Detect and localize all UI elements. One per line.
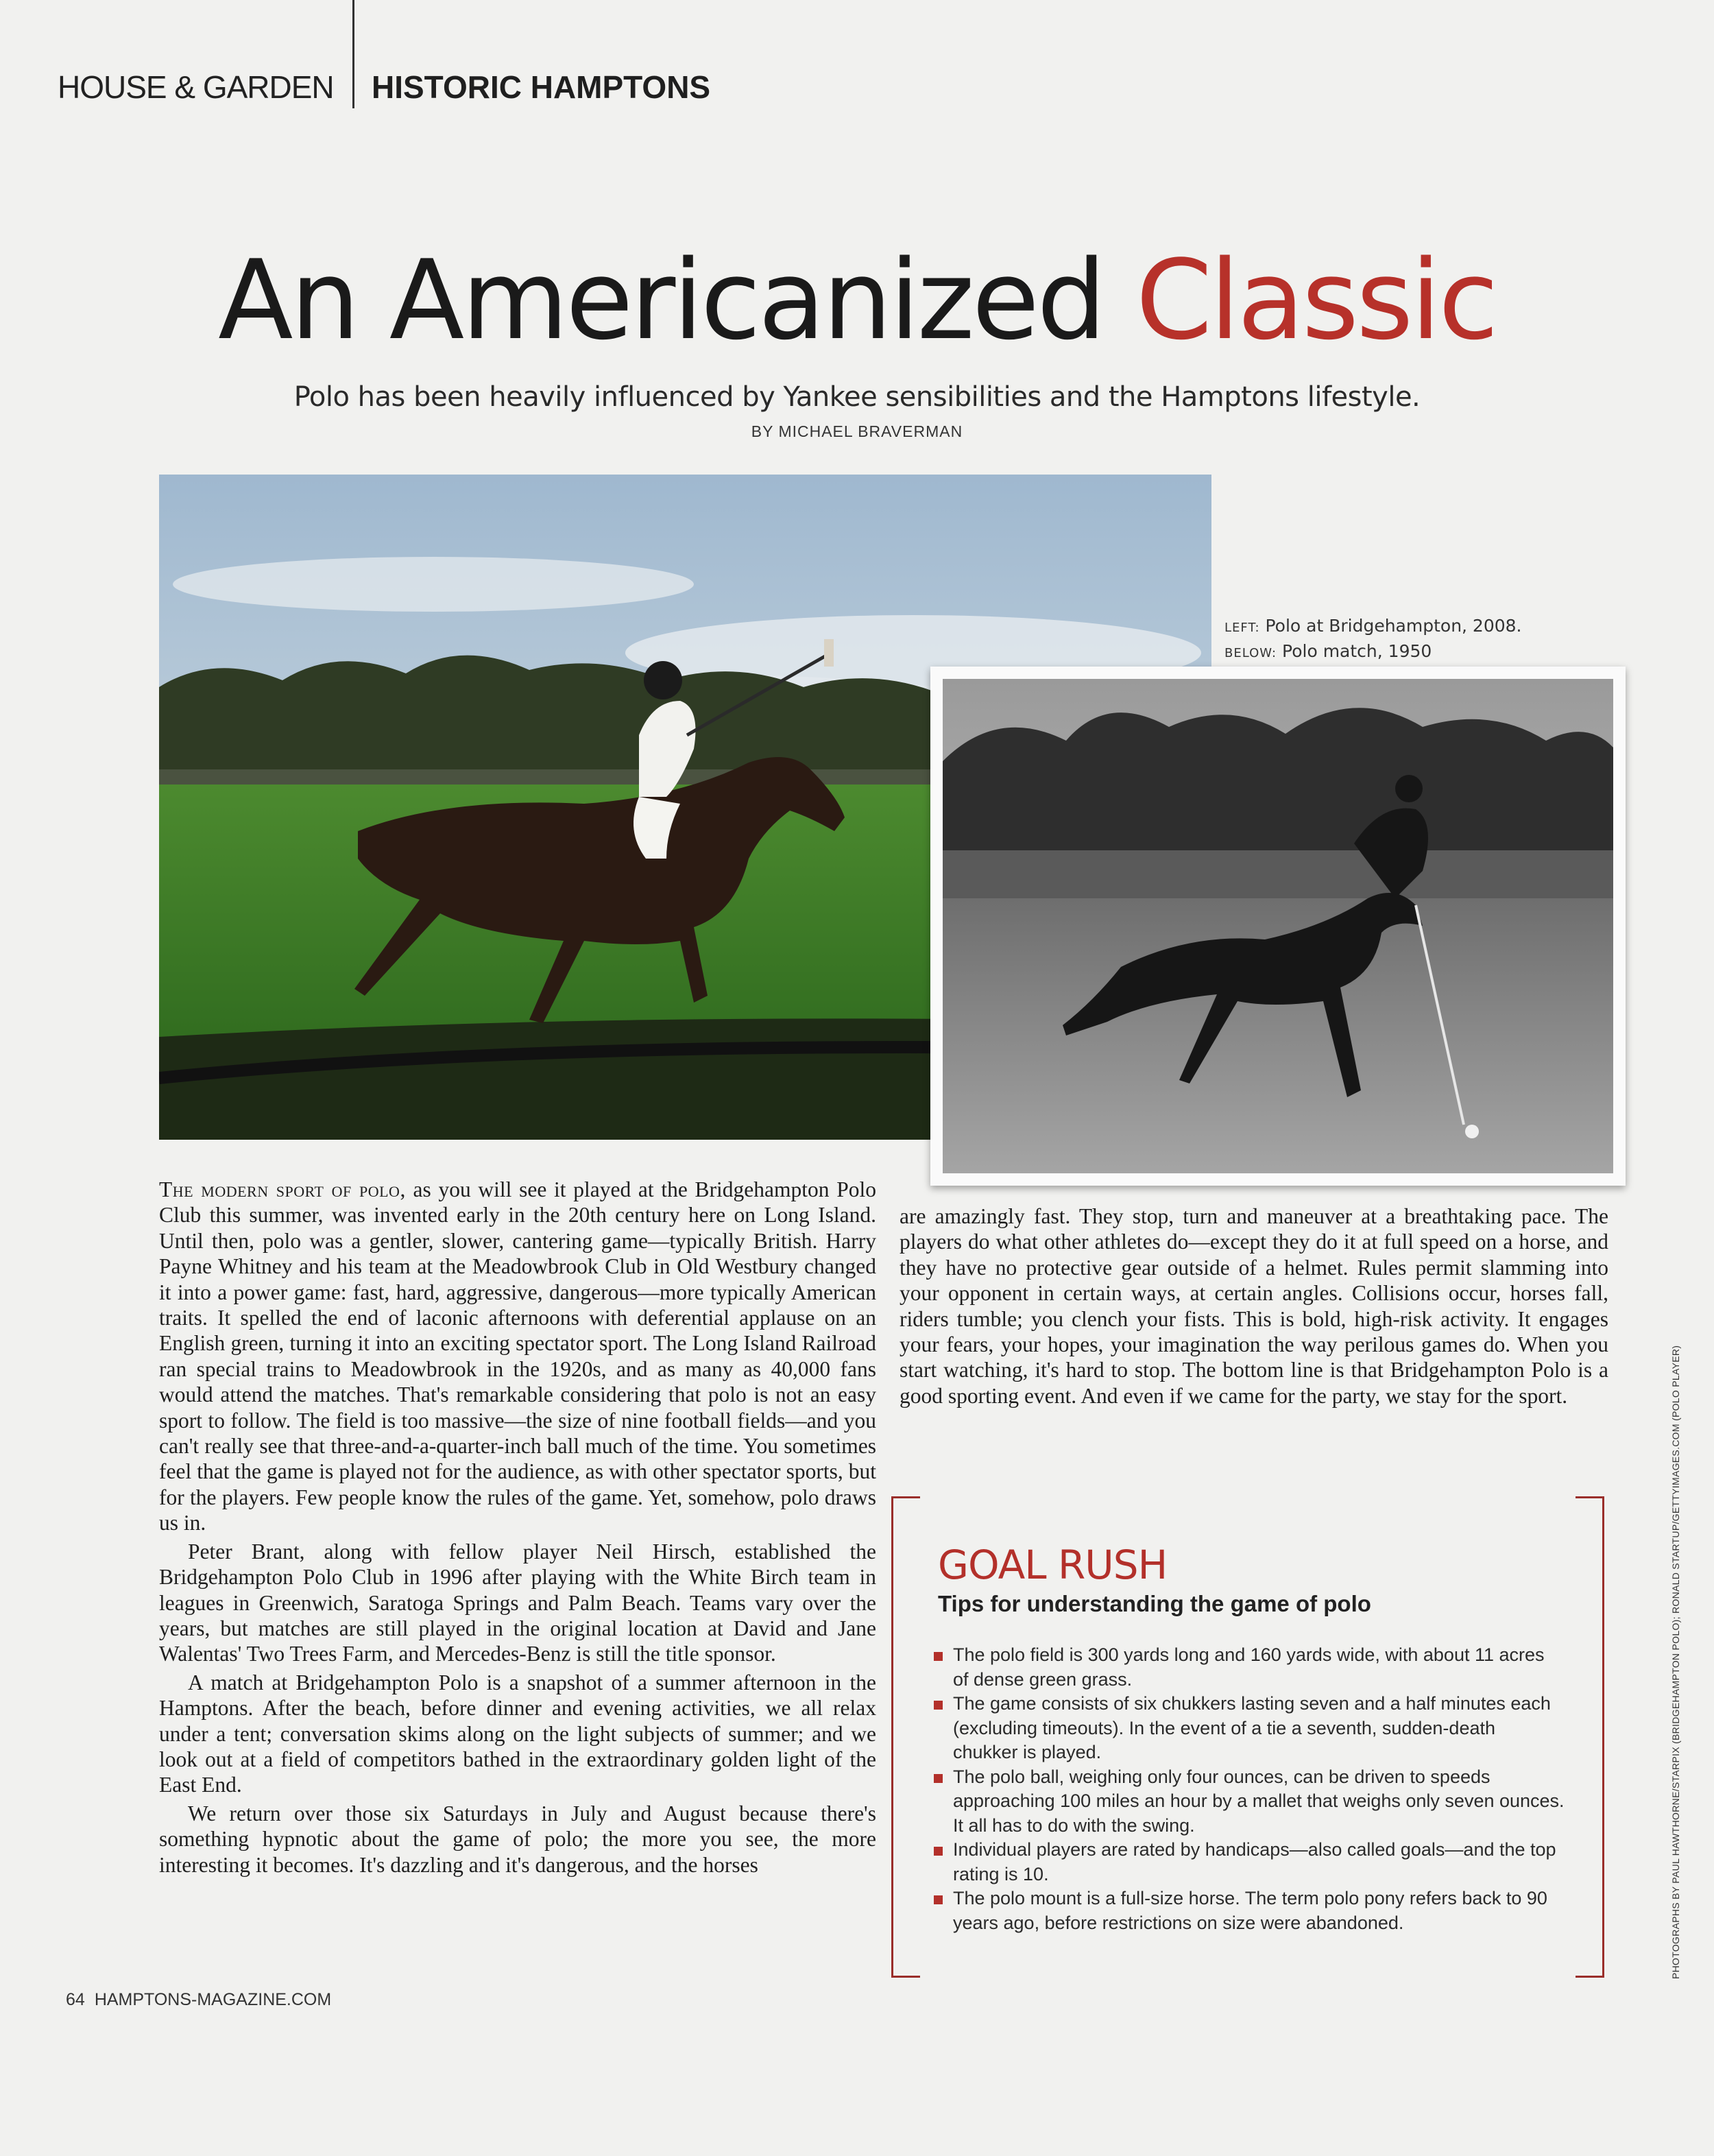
- caption-below-label: BELOW:: [1224, 646, 1277, 660]
- article-column-1: [159, 1177, 876, 1878]
- footer-site: HAMPTONS-MAGAZINE.COM: [94, 1990, 332, 2009]
- caption-below: [1224, 640, 1522, 665]
- photo-credit: PHOTOGRAPHS BY PAUL HAWTHORNE/STARPIX (BRIDGEHAMPTON POLO); RONALD STARTUP/GETTYIMAGES.COM (POLO PLAYER): [1670, 1345, 1681, 1979]
- sidebar-bracket-right: [1576, 1496, 1604, 1978]
- photo-caption: [1224, 614, 1522, 665]
- sidebar-tips-list: [934, 1643, 1565, 1935]
- lead-in: The modern sport of polo,: [159, 1177, 406, 1201]
- paragraph-5: are amazingly fast. They stop, turn and maneuver at a breathtaking pace. The players do what other athletes do—except they do it at full speed on a horse, and they have no protective gear outside of a helmet. Rules permit slamming into your opponent in certain ways, at certain angles. Collisions occur, horses fall, riders tumble; you clench your fists. This is bold, high-risk activity. It engages your fears, your hopes, your imagination the way perilous games do. When you start watching, it's hard to stop. The bottom line is that Bridgehampton Polo is a good sporting event. And even if we came for the party, we stay for the sport.: [900, 1204, 1608, 1408]
- caption-left-label: LEFT:: [1224, 621, 1260, 635]
- page-number: 64: [66, 1990, 85, 2009]
- list-item: The game consists of six chukkers lasting seven and a half minutes each (excluding timeouts). In the event of a tie a seventh, sudden-death chukker is played.: [934, 1692, 1565, 1765]
- header-divider: [352, 0, 354, 108]
- title-accent: Classic: [1135, 236, 1496, 364]
- article-column-2: [900, 1203, 1608, 1409]
- paragraph-1-text: as you will see it played at the Bridgehampton Polo Club this summer, was invented early in the 20th century here on Long Island. Until then, polo was a gentler, slower, cantering game—typically British. Harry Payne Whitney and his team at the Meadowbrook Club in Old Westbury changed it into a power game: fast, hard, aggressive, dangerous—more typically American traits. It spelled the end of laconic afternoons with deferential applause on an English green, turning it into an exciting spectator sport. The Long Island Railroad ran special trains to Meadowbrook in the 1920s, and as many as 40,000 fans would attend the matches. That's remarkable considering that polo is not an easy sport to follow. The field is too massive—the size of nine football fields—and you can't really see that three-and-a-quarter-inch ball much of the time. You sometimes feel that the game is played not for the audience, as with other spectator sports, but for the players. Few people know the rules of the game. Yet, somehow, polo draws us in.: [159, 1177, 876, 1535]
- sidebar-title: GOAL RUSH: [938, 1542, 1168, 1588]
- paragraph-2: Peter Brant, along with fellow player Neil Hirsch, established the Bridgehampton Polo Club in 1996 after playing with the White Birch team in leagues in Greenwich, Saratoga Springs and Palm Beach. Teams vary over the years, but matches are still played in the original location at David and Jane Walentas' Two Trees Farm, and Mercedes-Benz is still the title sponsor.: [159, 1539, 876, 1666]
- paragraph-3: A match at Bridgehampton Polo is a snapshot of a summer afternoon in the Hamptons. After the beach, before dinner and evening activities, we all relax under a tent; conversation skims along on the light subjects of summer; and we look out at a field of competitors bathed in the extraordinary golden light of the East End.: [159, 1670, 876, 1797]
- byline: BY MICHAEL BRAVERMAN: [751, 422, 963, 440]
- article-title: [0, 236, 1714, 364]
- sidebar-subtitle: Tips for understanding the game of polo: [938, 1591, 1371, 1616]
- list-item: The polo field is 300 yards long and 160 yards wide, with about 11 acres of dense green grass.: [934, 1643, 1565, 1692]
- section-label: HOUSE & GARDEN: [58, 69, 334, 105]
- sidebar-bracket-left: [891, 1496, 920, 1978]
- paragraph-4: We return over those six Saturdays in July and August because there's something hypnotic about the game of polo; the more you see, the more interesting it becomes. It's dazzling and it's dangerous, and the horses: [159, 1801, 876, 1877]
- topic-label: HISTORIC HAMPTONS: [372, 69, 711, 105]
- goal-rush-sidebar: [891, 1496, 1604, 1978]
- caption-below-text: Polo match, 1950: [1277, 641, 1432, 661]
- page-footer: [66, 1990, 331, 2010]
- article-subtitle: Polo has been heavily influenced by Yankee sensibilities and the Hamptons lifestyle.: [293, 381, 1421, 413]
- paragraph-1: [159, 1177, 876, 1536]
- list-item: Individual players are rated by handicaps—also called goals—and the top rating is 10.: [934, 1838, 1565, 1887]
- title-main: An Americanized: [218, 236, 1136, 364]
- list-item: The polo mount is a full-size horse. The term polo pony refers back to 90 years ago, before restrictions on size were abandoned.: [934, 1887, 1565, 1935]
- list-item: The polo ball, weighing only four ounces, can be driven to speeds approaching 100 miles an hour by a mallet that weighs only seven ounces. It all has to do with the swing.: [934, 1765, 1565, 1838]
- photo-polo-match-1950: [930, 667, 1626, 1186]
- caption-left-text: Polo at Bridgehampton, 2008.: [1259, 616, 1522, 636]
- caption-left: [1224, 614, 1522, 640]
